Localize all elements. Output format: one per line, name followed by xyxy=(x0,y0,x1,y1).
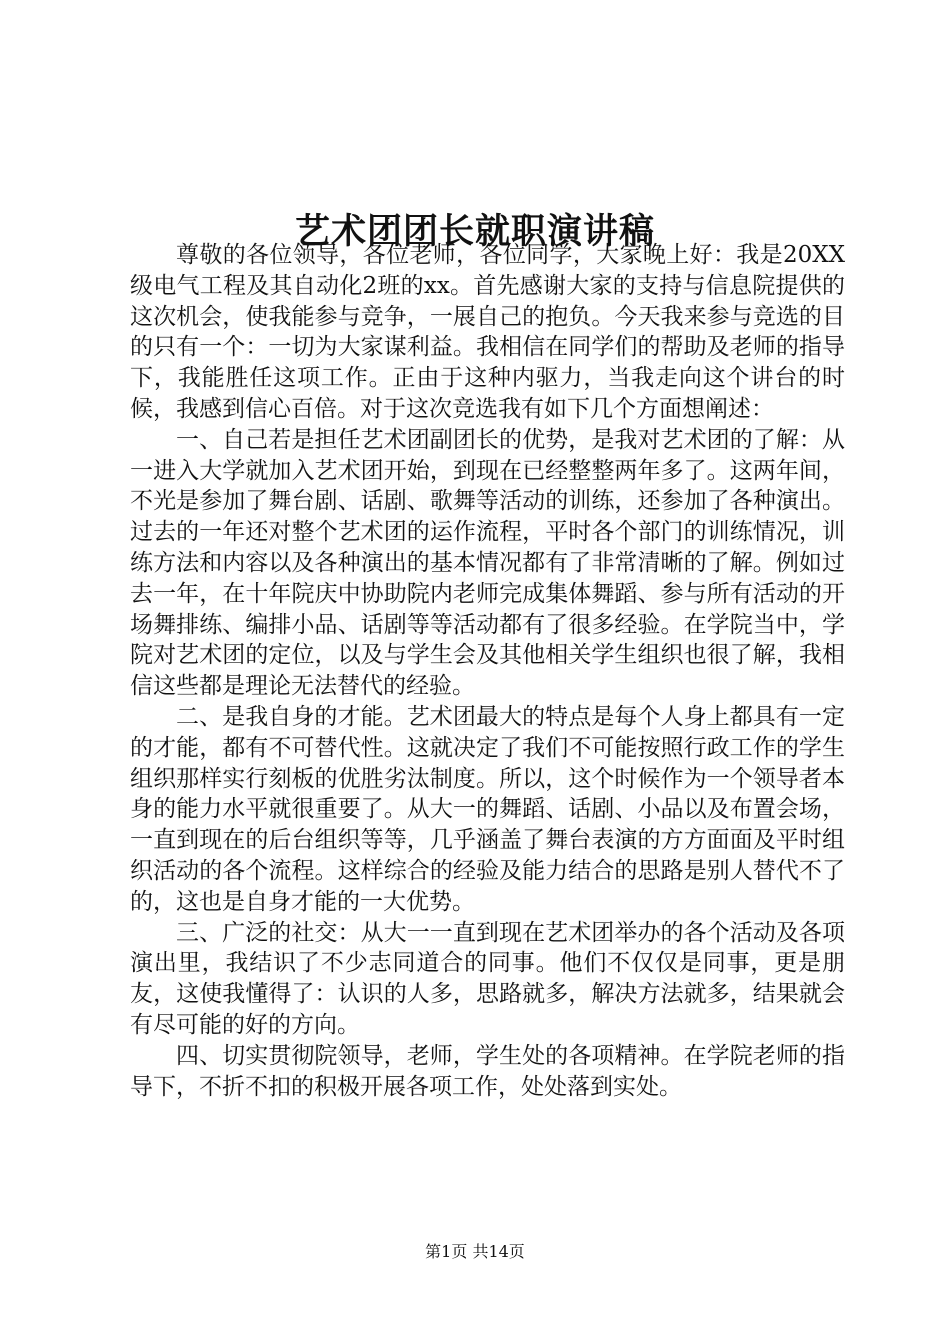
paragraph-point-3: 三、广泛的社交：从大一一直到现在艺术团举办的各个活动及各项演出里，我结识了不少志同道合的同事。他们不仅仅是同事，更是朋友，这使我懂得了：认识的人多，思路就多，解决方法就多，结果就会有尽可能的好的方向。 xyxy=(130,919,845,1038)
paragraph-intro: 尊敬的各位领导，各位老师，各位同学，大家晚上好：我是20XX级电气工程及其自动化2班的xx。首先感谢大家的支持与信息院提供的这次机会，使我能参与竞争，一展自己的抱负。今天我来参与竞选的目的只有一个：一切为大家谋利益。我相信在同学们的帮助及老师的指导下，我能胜任这项工作。正由于这种内驱力，当我走向这个讲台的时候，我感到信心百倍。对于这次竞选我有如下几个方面想阐述： xyxy=(130,242,845,422)
page-number-footer: 第1页 共14页 xyxy=(425,1242,525,1261)
paragraph-point-1: 一、自己若是担任艺术团副团长的优势，是我对艺术团的了解：从一进入大学就加入艺术团开始，到现在已经整整两年多了。这两年间，不光是参加了舞台剧、话剧、歌舞等活动的训练，还参加了各种演出。过去的一年还对整个艺术团的运作流程，平时各个部门的训练情况，训练方法和内容以及各种演出的基本情况都有了非常清晰的了解。例如过去一年，在十年院庆中协助院内老师完成集体舞蹈、参与所有活动的开场舞排练、编排小品、话剧等等活动都有了很多经验。在学院当中，学院对艺术团的定位，以及与学生会及其他相关学生组织也很了解，我相信这些都是理论无法替代的经验。 xyxy=(130,426,845,700)
paragraph-point-2: 二、是我自身的才能。艺术团最大的特点是每个人身上都具有一定的才能，都有不可替代性。这就决定了我们不可能按照行政工作的学生组织那样实行刻板的优胜劣汰制度。所以，这个时候作为一个领导者本身的能力水平就很重要了。从大一的舞蹈、话剧、小品以及布置会场，一直到现在的后台组织等等，几乎涵盖了舞台表演的方方面面及平时组织活动的各个流程。这样综合的经验及能力结合的思路是别人替代不了的，这也是自身才能的一大优势。 xyxy=(130,703,845,915)
paragraph-point-4: 四、切实贯彻院领导，老师，学生处的各项精神。在学院老师的指导下，不折不扣的积极开展各项工作，处处落到实处。 xyxy=(130,1042,845,1100)
document-body xyxy=(130,240,845,1102)
document-title: 艺术团团长就职演讲稿 xyxy=(294,211,655,253)
